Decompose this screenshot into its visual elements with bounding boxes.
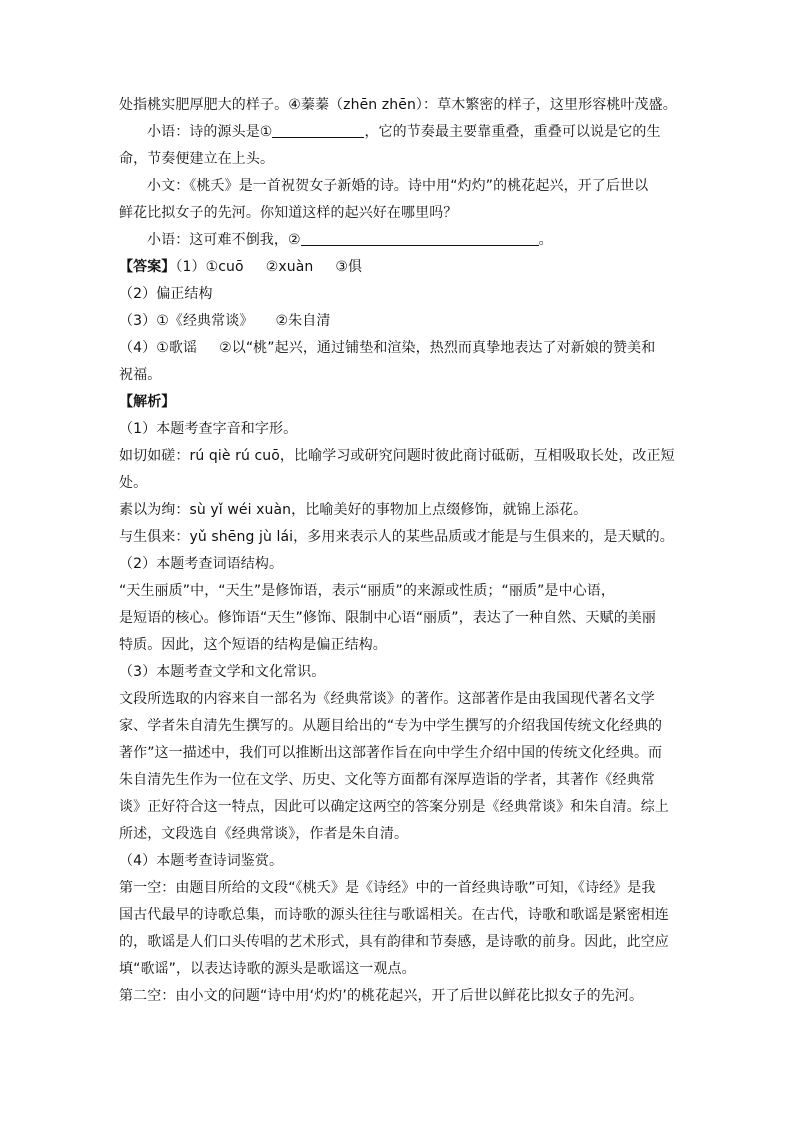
answer-line-3 [119,308,679,335]
analysis-heading-1: （1）本题考查字音和字形。 [119,421,298,437]
analysis-heading-3: （3）本题考查文学和文化常识。 [119,664,326,680]
text-line: 祝福。 [119,367,162,383]
text-line: 的，歌谣是人们口头传唱的艺术形式，具有韵律和节奏感，是诗歌的前身。因此，此空应 [119,934,669,950]
text-segment: 。 [538,232,553,248]
text-segment: ②朱自清 [275,313,331,329]
answer-line-2: （2）偏正结构 [119,286,213,302]
text-line: 命，节奏便建立在上头。 [119,151,275,167]
analysis-heading-4: （4）本题考查诗词鉴赏。 [119,853,284,869]
text-segment: （3）①《经典常谈》 [119,313,254,329]
text-segment: ②以“桃”起兴，通过铺垫和渲染，热烈而真挚地表达了对新娘的赞美和 [219,340,656,356]
text-segment: （1）①cuō [175,259,244,275]
text-segment: ③俱 [335,259,363,275]
text-segment: （4）①歌谣 [119,340,198,356]
text-line: 处。 [119,475,148,491]
text-segment: 小语：这可难不倒我，② [147,232,301,248]
text-line: 是短语的核心。修饰语“天生”修饰、限制中心语“丽质”，表达了一种自然、天赋的美丽 [119,610,657,626]
text-line: 著作”这一描述中，我们可以推断出这部著作旨在向中学生介绍中国的传统文化经典。而 [119,745,663,761]
answer-line-1 [119,254,679,281]
text-segment: 小语：诗的源头是① [147,124,273,140]
analysis-label: 【解析】 [119,394,176,410]
text-line: 第二空：由小文的问题“诗中用‘灼灼’的桃花起兴，开了后世以鲜花比拟女子的先河。 [119,988,644,1004]
answer-label: 【答案】 [119,259,176,275]
text-segment: ，它的节奏最主要靠重叠，重叠可以说是它的生 [364,124,661,140]
text-line: 填“歌谣”，以表达诗歌的源头是歌谣这一观点。 [119,961,416,977]
text-line: 特质。因此，这个短语的结构是偏正结构。 [119,637,387,653]
text-line: 所述，文段选自《经典常谈》，作者是朱自清。 [119,826,409,842]
dialogue-line-xiaowen: 小文：《桃夭》是一首祝贺女子新婚的诗。诗中用“灼灼”的桃花起兴，开了后世以 [147,178,649,194]
text-line: 鲜花比拟女子的先河。你知道这样的起兴好在哪里吗？ [119,205,458,221]
text-line: 文段所选取的内容来自一部名为《经典常谈》的著作。这部著作是由我国现代著名文学 [119,691,655,707]
analysis-heading-2: （2）本题考查词语结构。 [119,556,284,572]
answer-line-4 [119,335,679,362]
dialogue-line-xiaoyu-2 [119,227,679,254]
text-line: 第一空：由题目所给的文段“《桃夭》是《诗经》中的一首经典诗歌”可知，《诗经》是我 [119,880,656,896]
text-line: 处指桃实肥厚肥大的样子。④蓁蓁（zhēn zhēn）：草木繁密的样子，这里形容桃叶茂盛。 [119,97,677,113]
text-line: 国古代最早的诗歌总集，而诗歌的源头往往与歌谣相关。在古代，诗歌和歌谣是紧密相连 [119,907,669,923]
text-line: 朱自清先生作为一位在文学、历史、文化等方面都有深厚造诣的学者，其著作《经典常 [119,772,655,788]
text-line: 谈》正好符合这一特点，因此可以确定这两空的答案分别是《经典常谈》和朱自清。综上 [119,799,669,815]
text-line: 与生俱来：yǔ shēng jù lái，多用来表示人的某些品质或才能是与生俱来的，是天赋的。 [119,529,674,545]
answer-blank-2 [301,227,539,246]
document-page [119,92,679,1010]
text-line: 家、学者朱自清先生撰写的。从题目给出的“专为中学生撰写的介绍我国传统文化经典的 [119,718,663,734]
answer-blank-1 [272,119,364,138]
text-line: 如切如磋：rú qiè rú cuō，比喻学习或研究问题时彼此商讨砥砺，互相吸取长处，改正短 [119,448,675,464]
text-segment: ②xuàn [265,259,314,275]
dialogue-line-xiaoyu-1 [119,119,679,146]
text-line: 素以为绚：sù yǐ wéi xuàn，比喻美好的事物加上点缀修饰，就锦上添花。 [119,502,588,518]
text-line: “天生丽质”中，“天生”是修饰语，表示“丽质”的来源或性质；“丽质”是中心语， [119,583,615,599]
